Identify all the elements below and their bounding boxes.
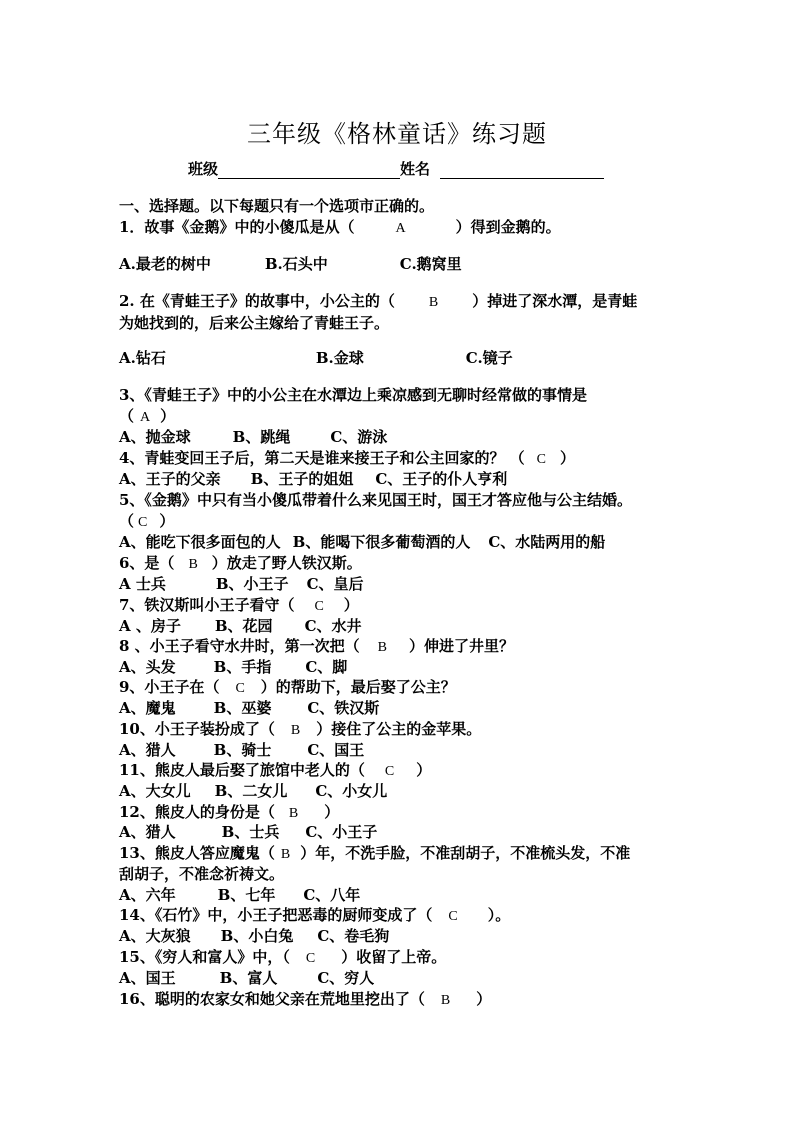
q15-options <box>119 968 374 988</box>
q1-option-b: B.石头中 <box>264 255 328 273</box>
q1-answer: A <box>395 221 406 236</box>
question-10 <box>119 719 481 741</box>
q14-answer: C <box>448 909 458 924</box>
q6-options <box>119 574 364 594</box>
q12-options <box>119 822 377 842</box>
class-label: 班级 <box>188 160 219 178</box>
q14-text: 14、《石竹》中，小王子把恶毒的厨师变成了（ <box>119 906 433 924</box>
student-info-row <box>188 158 604 179</box>
q7-option-c: C、水井 <box>304 617 362 635</box>
question-8 <box>119 636 514 658</box>
q8-option-a: A、头发 <box>119 658 176 676</box>
q4-option-b: B、王子的姐姐 <box>250 470 354 488</box>
q4-answer: C <box>536 452 547 467</box>
q11-answer: C <box>384 764 395 779</box>
q2-answer: B <box>428 295 439 310</box>
name-blank[interactable] <box>440 162 604 179</box>
q13-options <box>119 885 360 905</box>
q15-answer: C <box>305 951 316 966</box>
q4-option-c: C、王子的仆人亨利 <box>375 470 508 488</box>
q14-option-a: A、大灰狼 <box>119 927 191 945</box>
question-12 <box>119 802 339 824</box>
q14-text-end: ）。 <box>487 906 511 924</box>
q1-text-end: ）得到金鹅的。 <box>455 218 561 236</box>
q4-text: 4、青蛙变回王子后，第二天是谁来接王子和公主回家的？ （ <box>119 449 525 467</box>
q13-option-b: B、七年 <box>217 886 276 904</box>
q7-option-a: A 、房子 <box>119 617 181 635</box>
q6-text: 6、是（ <box>119 554 175 572</box>
q12-option-a: A、猎人 <box>119 823 176 841</box>
q8-text-end: ）伸进了井里？ <box>409 637 515 655</box>
q12-text: 12、熊皮人的身份是（ <box>119 803 275 821</box>
q13-option-a: A、六年 <box>119 886 176 904</box>
q10-option-a: A、猎人 <box>119 741 176 759</box>
q2-text: 2. 在《青蛙王子》的故事中，小公主的（ <box>119 292 395 310</box>
q15-option-b: B、富人 <box>219 969 278 987</box>
question-2-line2: 为她找到的，后来公主嫁给了青蛙王子。 <box>119 314 390 332</box>
q1-text: 1．故事《金鹅》中的小傻瓜是从（ <box>119 218 355 236</box>
q9-answer: C <box>235 681 245 696</box>
question-1 <box>119 217 561 239</box>
q6-option-c: C、皇后 <box>306 575 364 593</box>
q6-text-end: ）放走了野人铁汉斯。 <box>211 554 362 572</box>
question-13 <box>119 843 630 865</box>
q11-option-c: C、小女儿 <box>315 782 388 800</box>
q3-answer: A <box>140 410 151 425</box>
q7-paren-close: ） <box>343 596 359 614</box>
q7-text: 7、铁汉斯叫小王子看守（ <box>119 596 295 614</box>
q13-text-end: ）年，不洗手脸，不准刮胡子，不准梳头发，不准 <box>300 844 631 862</box>
q9-option-a: A、魔鬼 <box>119 699 176 717</box>
q5-answer-row <box>119 511 174 533</box>
q7-option-b: B、花园 <box>214 617 273 635</box>
q3-paren-open: （ <box>119 407 135 425</box>
q13-answer: B <box>280 847 291 862</box>
q8-option-c: C、脚 <box>305 658 348 676</box>
page-title: 三年级《格林童话》练习题 <box>247 120 547 148</box>
q4-paren-close: ） <box>560 449 576 467</box>
question-7 <box>119 595 359 617</box>
q5-option-b: B、能喝下很多葡萄酒的人 <box>292 533 471 551</box>
q9-options <box>119 698 379 718</box>
q12-paren-close: ） <box>324 803 340 821</box>
q1-options <box>119 254 462 274</box>
q5-paren-open: （ <box>119 512 135 530</box>
q5-option-c: C、水陆两用的船 <box>488 533 606 551</box>
class-blank[interactable] <box>218 162 400 179</box>
q7-answer: C <box>314 599 324 614</box>
q13-option-c: C、八年 <box>303 886 361 904</box>
question-4 <box>119 448 575 470</box>
question-11 <box>119 760 431 782</box>
q10-option-c: C、国王 <box>307 741 365 759</box>
q13-text: 13、熊皮人答应魔鬼（ <box>119 844 275 862</box>
q16-answer: B <box>440 993 451 1008</box>
q3-options <box>119 427 387 447</box>
question-9 <box>119 677 456 699</box>
q15-option-a: A、国王 <box>119 969 176 987</box>
q5-answer: C <box>138 515 148 530</box>
q8-answer: B <box>377 640 388 655</box>
q8-options <box>119 657 347 677</box>
q10-text-end: ）接住了公主的金苹果。 <box>316 720 482 738</box>
q10-text: 10、小王子装扮成了（ <box>119 720 275 738</box>
q14-options <box>119 926 389 946</box>
q11-option-b: B、二女儿 <box>214 782 288 800</box>
q4-option-a: A、王子的父亲 <box>119 470 221 488</box>
question-5: 5、《金鹅》中只有当小傻瓜带着什么来见国王时，国王才答应他与公主结婚。 <box>119 491 632 509</box>
q14-option-c: C、卷毛狗 <box>317 927 390 945</box>
q3-option-c: C、游泳 <box>330 428 388 446</box>
q14-option-b: B、小白兔 <box>220 927 294 945</box>
q10-option-b: B、骑士 <box>213 741 272 759</box>
question-15 <box>119 947 446 969</box>
section-heading: 一、选择题。以下每题只有一个选项市正确的。 <box>119 197 435 215</box>
q2-option-c: C.镜子 <box>465 349 513 367</box>
q3-paren-close: ） <box>160 407 176 425</box>
question-14 <box>119 905 510 927</box>
q3-answer-row <box>119 406 175 428</box>
q2-option-b: B.金球 <box>315 349 364 367</box>
q4-options <box>119 469 507 489</box>
q11-options <box>119 781 387 801</box>
question-6 <box>119 553 362 575</box>
q2-option-a: A.钻石 <box>119 349 166 367</box>
q10-answer: B <box>290 723 301 738</box>
name-label: 姓名 <box>400 160 431 178</box>
q5-paren-close: ） <box>159 512 175 530</box>
q11-option-a: A、大女儿 <box>119 782 191 800</box>
q10-options <box>119 740 364 760</box>
q9-text-end: ）的帮助下，最后娶了公主？ <box>260 678 456 696</box>
q9-text: 9、小王子在（ <box>119 678 220 696</box>
q1-option-a: A.最老的树中 <box>119 255 211 273</box>
q15-text-end: ）收留了上帝。 <box>341 948 447 966</box>
q11-paren-close: ） <box>416 761 432 779</box>
q8-option-b: B、手指 <box>213 658 272 676</box>
q1-option-c: C.鹅窝里 <box>399 255 462 273</box>
question-2 <box>119 291 637 313</box>
question-13-line2: 刮胡子，不准念祈祷文。 <box>119 865 285 883</box>
q7-options <box>119 616 362 636</box>
q9-option-b: B、巫婆 <box>213 699 272 717</box>
question-16 <box>119 989 491 1011</box>
q9-option-c: C、铁汉斯 <box>307 699 380 717</box>
q5-options <box>119 532 605 552</box>
q12-answer: B <box>288 806 299 821</box>
q15-text: 15、《穷人和富人》中，（ <box>119 948 290 966</box>
q12-option-b: B、士兵 <box>221 823 280 841</box>
q12-option-c: C、小王子 <box>305 823 378 841</box>
q6-option-b: B、小王子 <box>215 575 289 593</box>
q2-text-end: ）掉进了深水潭，是青蛙 <box>472 292 638 310</box>
q6-option-a: A 士兵 <box>119 575 166 593</box>
q8-text: 8 、小王子看守水井时，第一次把（ <box>119 637 360 655</box>
q5-option-a: A、能吃下很多面包的人 <box>119 533 281 551</box>
q11-text: 11、熊皮人最后娶了旅馆中老人的（ <box>119 761 365 779</box>
q6-answer: B <box>188 557 198 572</box>
q16-text: 16、聪明的农家女和她父亲在荒地里挖出了（ <box>119 990 425 1008</box>
q16-paren-close: ） <box>476 990 492 1008</box>
q3-option-a: A、抛金球 <box>119 428 191 446</box>
q15-option-c: C、穷人 <box>317 969 375 987</box>
q3-option-b: B、跳绳 <box>232 428 291 446</box>
question-3: 3、《青蛙王子》中的小公主在水潭边上乘凉感到无聊时经常做的事情是 <box>119 386 587 404</box>
q2-options <box>119 348 513 368</box>
